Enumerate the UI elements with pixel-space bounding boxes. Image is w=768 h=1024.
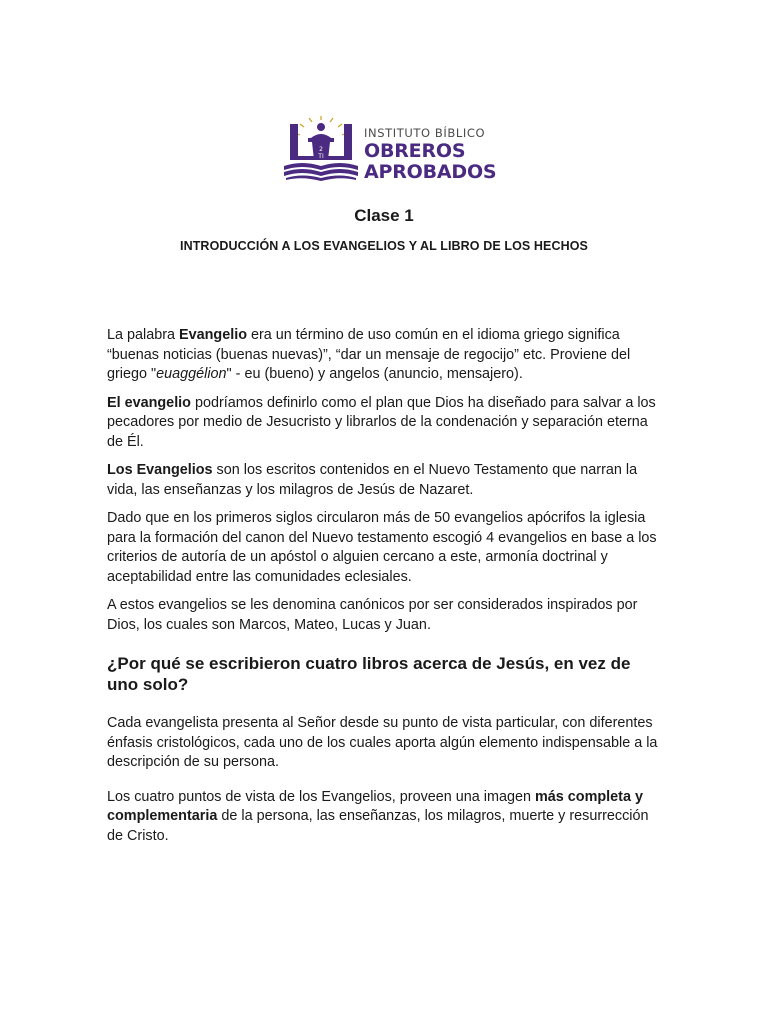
emblem-text-top: 2 (319, 146, 323, 153)
paragraph-puntos-de-vista (107, 788, 663, 847)
text-span: Los cuatro puntos de vista de los Evangelios, proveen una imagen (107, 788, 535, 805)
logo-line-instituto: INSTITUTO BÍBLICO (364, 126, 486, 140)
bold-term: El evangelio (107, 394, 191, 411)
bold-term: Evangelio (179, 327, 247, 343)
pulpit-emblem-icon (282, 116, 360, 182)
section-heading: ¿Por qué se escribieron cuatro libros acerca de Jesús, en vez de uno solo? (107, 654, 631, 694)
text-span: son los escritos contenidos en el Nuevo Testamento que narran la vida, las enseñanzas y los milagros de Jesús de Nazaret. (107, 462, 638, 498)
paragraph-evangelio-definition (107, 326, 663, 385)
text-span: era un término de uso común en el idioma griego significa “buenas noticias (buenas nuevas)”, “dar un mensaje de regocijo” etc. Proviene del griego " (107, 327, 631, 382)
text-span: " - eu (bueno) y angelos (anuncio, mensajero). (226, 366, 523, 382)
institute-logo (282, 116, 502, 184)
paragraph-el-evangelio (107, 394, 663, 453)
paragraph-los-evangelios (107, 461, 663, 500)
text-span: La palabra (107, 327, 180, 343)
paragraph-canonicos: A estos evangelios se les denomina canónicos por ser considerados inspirados por Dios, los cuales son Marcos, Mateo, Lucas y Juan. (107, 597, 638, 633)
italic-term: euaggélion (156, 366, 227, 382)
text-span: podríamos definirlo como el plan que Dios ha diseñado para salvar a los pecadores por medio de Jesucristo y librarlos de la condenación y separación eterna de Él. (107, 394, 656, 450)
text-span: de la persona, las enseñanzas, los milagros, muerte y resurrección de Cristo. (107, 808, 649, 844)
paragraph-evangelista: Cada evangelista presenta al Señor desde su punto de vista particular, con diferentes énfasis cristológicos, cada uno de los cuales aporta algún elemento indispensable a la descripción de su persona. (107, 715, 658, 770)
logo-wordmark (364, 126, 504, 183)
logo-line-aprobados: APROBADOS (364, 161, 497, 183)
lesson-subtitle: INTRODUCCIÓN A LOS EVANGELIOS Y AL LIBRO DE LOS HECHOS (180, 239, 588, 253)
logo-line-obreros: OBREROS (364, 140, 466, 162)
paragraph-canon: Dado que en los primeros siglos circularon más de 50 evangelios apócrifos la iglesia para la formación del canon del Nuevo testamento escogió 4 evangelios en base a los criterios de autoría de un apóstol o alguien cercano a este, armonía doctrinal y aceptabilidad entre las comunidades eclesiales. (107, 510, 657, 585)
bold-term: más completa y complementaria (107, 788, 643, 824)
emblem-text-bottom: TI (318, 153, 324, 160)
class-title: Clase 1 (354, 206, 414, 225)
document-body (107, 326, 663, 846)
bold-term: Los Evangelios (107, 462, 213, 478)
